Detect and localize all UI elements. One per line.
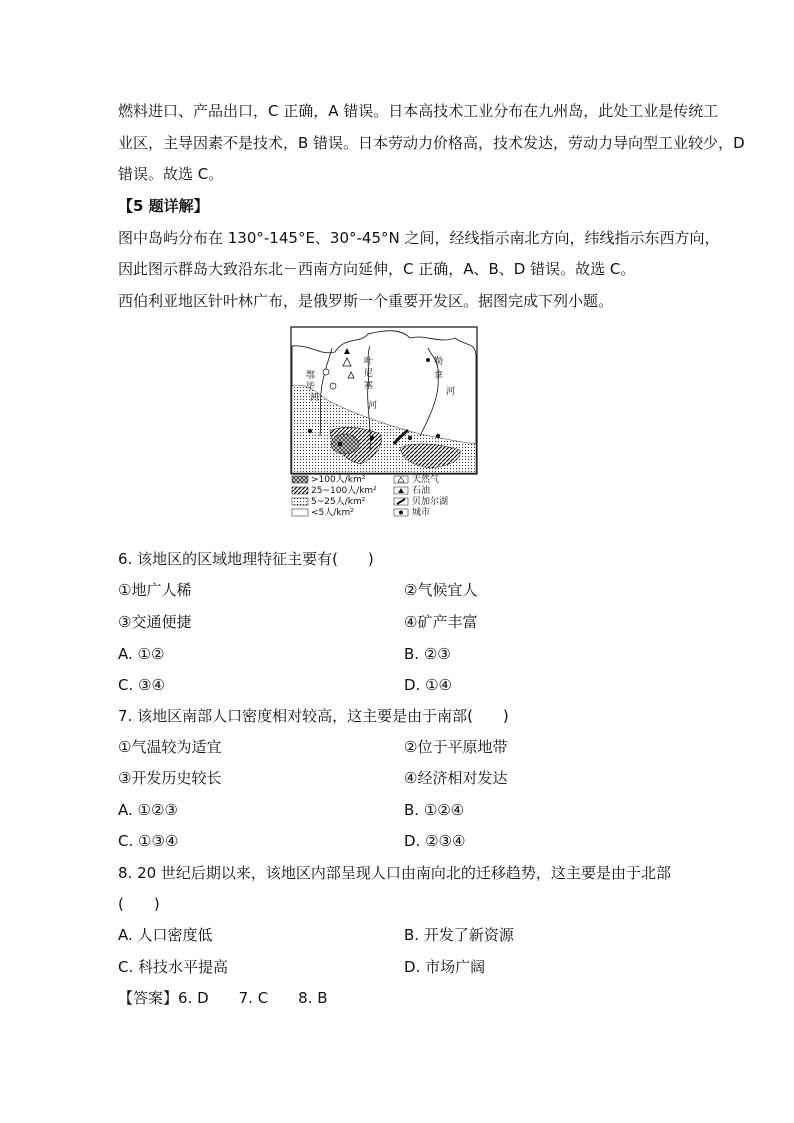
q7-item: ①气温较为适宜 — [118, 738, 222, 756]
map-label: 拿 — [434, 371, 444, 381]
q8-option-a: A. 人口密度低 — [118, 926, 213, 944]
answer-line: 【答案】6. D 7. C 8. B — [118, 989, 328, 1007]
q6-item: ④矿产丰富 — [404, 613, 478, 631]
q6-option-c: C. ③④ — [118, 676, 165, 694]
map-label: 塞 — [364, 381, 374, 391]
q6-item: ②气候宜人 — [404, 581, 478, 599]
q8-option-b: B. 开发了新资源 — [404, 926, 514, 944]
q7-option-b: B. ①②④ — [404, 801, 465, 819]
city-dot — [370, 436, 374, 440]
legend-label: >100人/km² — [311, 475, 366, 485]
island — [323, 369, 329, 375]
intro-text: 西伯利亚地区针叶林广布，是俄罗斯一个重要开发区。据图完成下列小题。 — [118, 292, 614, 310]
q7-stem: 7. 该地区南部人口密度相对较高，这主要是由于南部( ) — [118, 707, 509, 725]
q8-stem-cont: ( ) — [118, 895, 160, 913]
text-line: 错误。故选 C。 — [118, 165, 224, 183]
legend-swatch-verylow — [292, 509, 308, 516]
text-line: 图中岛屿分布在 130°-145°E、30°-45°N 之间，经线指示南北方向，纬线指示东西方向， — [118, 229, 720, 247]
map-label: 尼 — [364, 369, 374, 379]
legend-label: 天然气 — [412, 475, 440, 485]
q7-option-a: A. ①②③ — [118, 801, 178, 819]
legend-label: 5~25人/km² — [311, 497, 366, 507]
text-line: 因此图示群岛大致沿东北－西南方向延伸，C 正确，A、B、D 错误。故选 C。 — [118, 260, 636, 278]
q7-item: ④经济相对发达 — [404, 769, 508, 787]
text-line: 业区，主导因素不是技术，B 错误。日本劳动力价格高，技术发达，劳动力导向型工业较少，D — [118, 134, 745, 152]
text-line: 燃料进口、产品出口，C 正确，A 错误。日本高技术工业分布在九州岛，此处工业是传统工 — [118, 102, 719, 120]
map-label: 河 — [446, 387, 456, 397]
island — [330, 383, 336, 389]
city-dot — [426, 358, 430, 362]
legend-label: 贝加尔湖 — [412, 497, 449, 507]
legend-label: 25~100人/km² — [311, 486, 377, 496]
city-dot — [338, 442, 342, 446]
map-label: 河 — [368, 401, 378, 411]
map-label: 勒 — [434, 357, 444, 367]
legend-label: 石油 — [412, 486, 431, 496]
q7-item: ③开发历史较长 — [118, 769, 222, 787]
q6-item: ①地广人稀 — [118, 581, 192, 599]
q6-option-d: D. ①④ — [404, 676, 452, 694]
q8-option-d: D. 市场广阔 — [404, 958, 486, 976]
city-dot — [408, 436, 412, 440]
legend-label: 城市 — [412, 508, 431, 518]
q7-option-c: C. ①③④ — [118, 832, 179, 850]
q6-item: ③交通便捷 — [118, 613, 192, 631]
city-icon — [399, 511, 403, 515]
legend-swatch-mid — [292, 487, 308, 494]
map-label: 鄂 — [306, 371, 316, 381]
map-label: 河 — [310, 393, 320, 403]
q6-stem: 6. 该地区的区域地理特征主要有( ) — [118, 550, 374, 568]
q6-option-a: A. ①② — [118, 645, 165, 663]
q7-option-d: D. ②③④ — [404, 832, 466, 850]
map-legend — [292, 473, 448, 518]
q7-item: ②位于平原地带 — [404, 738, 508, 756]
legend-label: <5人/km² — [311, 508, 354, 518]
legend-swatch-high — [292, 476, 308, 483]
city-dot — [308, 429, 312, 433]
q5-heading: 【5 题详解】 — [118, 197, 209, 215]
q8-option-c: C. 科技水平提高 — [118, 958, 229, 976]
map-label: 叶 — [364, 357, 374, 367]
q6-option-b: B. ②③ — [404, 645, 451, 663]
legend-swatch-low — [292, 498, 308, 505]
q8-stem: 8. 20 世纪后期以来，该地区内部呈现人口由南向北的迁移趋势，这主要是由于北部 — [118, 864, 671, 882]
siberia-map — [290, 326, 480, 526]
map-label: 毕 — [306, 382, 316, 392]
city-dot — [436, 434, 440, 438]
density-zone-high — [331, 434, 359, 454]
